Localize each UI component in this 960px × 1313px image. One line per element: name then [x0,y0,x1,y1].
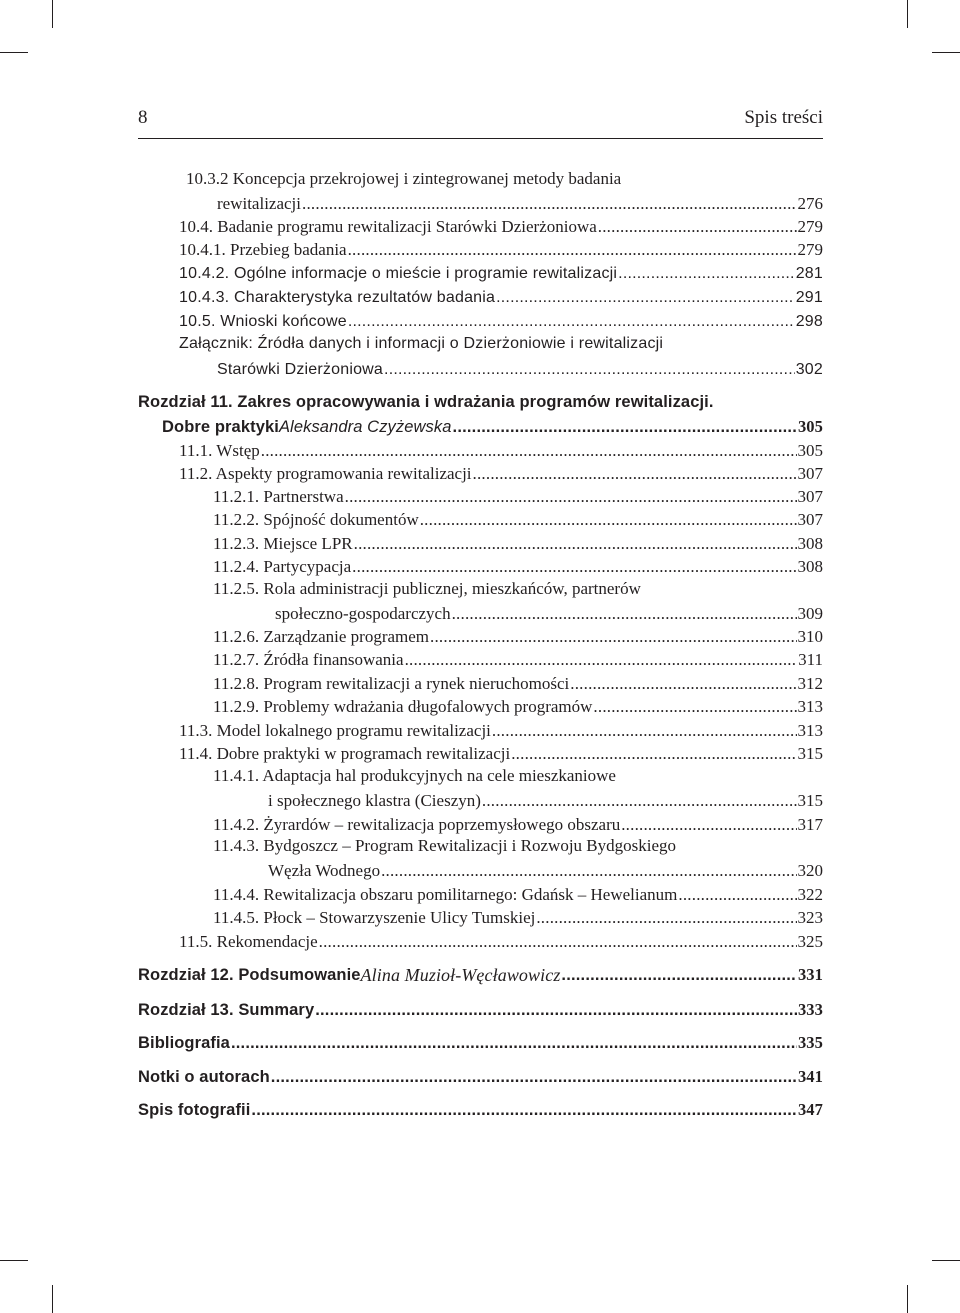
toc-bibliography[interactable] [138,1030,823,1054]
toc-entry-title: Załącznik: Źródła danych i informacji o Dzierżoniowie i rewitalizacji [179,335,664,352]
leader-dots [302,193,796,215]
leader-dots [536,907,796,929]
toc-page-number: 279 [797,240,823,259]
leader-dots [348,239,797,261]
toc-page-number: 307 [797,510,823,529]
toc-entry-10-4-1[interactable] [179,237,823,261]
toc-entry-title: Starówki Dzierżoniowa [217,361,384,378]
toc-entry-11-2-5 [213,578,641,602]
toc-page-number: 312 [797,674,823,693]
leader-dots [430,626,796,648]
toc-page-number: 341 [797,1067,823,1086]
toc-entry-10-5[interactable] [179,309,823,333]
toc-entry-title: 11.2.1. Partnerstwa [213,487,344,506]
leader-dots [345,486,797,508]
toc-entry-title: i społecznego klastra (Cieszyn) [268,791,481,810]
toc-entry-11-2-4[interactable] [213,554,823,578]
toc-page-number: 315 [797,791,823,810]
toc-entry-title: 11.4.5. Płock – Stowarzyszenie Ulicy Tumskiej [213,908,536,927]
toc-chapter-title: Rozdział 11. Zakres opracowywania i wdrażania programów rewitalizacji. [138,393,714,411]
toc-entry-title: 10.4.1. Przebieg badania [179,240,347,259]
toc-entry-title: 11.4.3. Bydgoszcz – Program Rewitalizacji i Rozwoju Bydgoskiego [213,836,677,855]
toc-entry-title: 11.3. Model lokalnego programu rewitalizacji [179,721,491,740]
toc-chapter-title: Rozdział 12. Podsumowanie [138,966,361,984]
leader-dots [405,649,798,671]
toc-entry-appendix-cont[interactable] [217,357,823,381]
toc-entry-10-4-3[interactable] [179,285,823,309]
toc-page-number: 305 [797,417,823,436]
toc-page-number: 308 [797,557,823,576]
toc-entry-title: Węzła Wodnego [268,861,381,880]
page-number: 8 [138,107,148,128]
toc-page-number: 291 [795,289,823,306]
toc-entry-11-4-4[interactable] [213,882,823,906]
toc-entry-11-2-6[interactable] [213,624,823,648]
toc-entry-title: 11.5. Rekomendacje [179,932,318,951]
toc-entry-11-2[interactable] [179,461,823,485]
toc-chapter-12[interactable] [138,962,823,986]
toc-page-number: 302 [795,361,823,378]
leader-dots [496,287,795,309]
leader-dots [352,556,796,578]
leader-dots [261,440,797,462]
toc-entry-title: 10.4.3. Charakterystyka rezultatów badania [179,289,496,306]
leader-dots [598,216,797,238]
leader-dots [473,463,797,485]
toc-entry-11-2-2[interactable] [213,507,823,531]
toc-page-number: 305 [797,441,823,460]
toc-chapter-11-cont[interactable] [162,414,823,438]
toc-entry-11-4[interactable] [179,741,823,765]
leader-dots [593,696,796,718]
toc-entry-title: 11.2.4. Partycypacja [213,557,352,576]
leader-dots [315,999,797,1021]
toc-page-number: 298 [795,313,823,330]
toc-entry-11-3[interactable] [179,718,823,742]
toc-page-number: 317 [797,815,823,834]
toc-entry-title: 11.2.3. Miejsce LPR [213,534,353,553]
running-title: Spis treści [744,107,823,128]
toc-entry-11-4-3 [213,835,676,859]
toc-page-number: 347 [797,1100,823,1119]
toc-entry-title: rewitalizacji [217,194,302,213]
toc-page-number: 308 [797,534,823,553]
leader-dots [452,603,797,625]
toc-page-number: 276 [797,194,823,213]
leader-dots [570,673,796,695]
leader-dots [271,1066,797,1088]
toc-entry-11-4-1-cont[interactable] [268,788,823,812]
toc-authors-notes[interactable] [138,1064,823,1088]
toc-entry-10-4[interactable] [179,214,823,238]
toc-entry-title: 10.3.2 Koncepcja przekrojowej i zintegrowanej metody badania [186,169,622,188]
toc-entry-title: 11.1. Wstęp [179,441,260,460]
leader-dots [251,1099,797,1121]
toc-page-number: 311 [798,650,823,669]
toc-entry-11-2-9[interactable] [213,694,823,718]
toc-entry-11-2-3[interactable] [213,531,823,555]
leader-dots [492,720,797,742]
toc-chapter-13[interactable] [138,997,823,1021]
toc-entry-11-4-2[interactable] [213,812,823,836]
toc-entry-title: społeczno-gospodarczych [275,604,451,623]
toc-page-number: 322 [797,885,823,904]
toc-page-number: 313 [797,721,823,740]
toc-page-number: 313 [797,697,823,716]
toc-entry-10-3-2-cont[interactable] [217,191,823,215]
leader-dots [618,263,795,285]
toc-chapter-title: Bibliografia [138,1034,230,1052]
toc-entry-title: 11.2.8. Program rewitalizacji a rynek nieruchomości [213,674,570,693]
toc-entry-11-2-8[interactable] [213,671,823,695]
leader-dots [381,860,796,882]
toc-entry-11-4-1 [213,765,616,789]
toc-chapter-11 [138,391,714,415]
toc-photo-index[interactable] [138,1097,823,1121]
toc-entry-title: 11.2. Aspekty programowania rewitalizacji [179,464,472,483]
leader-dots [348,311,795,333]
toc-page-number: 320 [797,861,823,880]
toc-entry-title: 10.4.2. Ogólne informacje o mieście i programie rewitalizacji [179,265,618,282]
leader-dots [354,533,797,555]
leader-dots [231,1032,797,1054]
toc-page-number: 331 [797,965,823,984]
toc-page-number: 309 [797,604,823,623]
toc-entry-title: 11.2.5. Rola administracji publicznej, mieszkańców, partnerów [213,579,641,598]
toc-entry-10-3-2 [186,168,621,192]
toc-entry-title: 11.2.2. Spójność dokumentów [213,510,419,529]
leader-dots [453,416,797,438]
toc-entry-title: 11.4.1. Adaptacja hal produkcyjnych na cele mieszkaniowe [213,766,616,785]
toc-page-number: 279 [797,217,823,236]
toc-entry-11-2-1[interactable] [213,484,823,508]
toc-entry-10-4-2[interactable] [179,261,823,285]
leader-dots [319,931,797,953]
toc-entry-11-4-3-cont[interactable] [268,858,823,882]
toc-entry-11-2-5-cont[interactable] [275,601,823,625]
toc-page-number: 307 [797,464,823,483]
toc-author: Aleksandra Czyżewska [278,418,452,436]
leader-dots [482,790,797,812]
leader-dots [384,359,795,381]
toc-entry-title: 11.2.6. Zarządzanie programem [213,627,430,646]
toc-page-number: 307 [797,487,823,506]
toc-author: Alina Muzioł-Węcławowicz [360,965,561,985]
toc-entry-appendix [179,333,663,357]
toc-chapter-title: Spis fotografii [138,1101,251,1119]
toc-entry-title: 10.4. Badanie programu rewitalizacji Starówki Dzierżoniowa [179,217,597,236]
toc-entry-title: 11.2.7. Źródła finansowania [213,650,404,669]
toc-entry-title: 11.4.4. Rewitalizacja obszaru pomilitarnego: Gdańsk – Hewelianum [213,885,678,904]
toc-page-number: 333 [797,1000,823,1019]
toc-entry-11-5[interactable] [179,929,823,953]
toc-chapter-title: Notki o autorach [138,1068,270,1086]
toc-entry-11-2-7[interactable] [213,647,823,671]
leader-dots [511,743,796,765]
toc-page-number: 325 [797,932,823,951]
toc-chapter-title: Dobre praktyki [162,418,279,436]
toc-page-number: 310 [797,627,823,646]
toc-entry-11-1[interactable] [179,438,823,462]
leader-dots [678,884,796,906]
toc-page-number: 281 [795,265,823,282]
leader-dots [561,964,797,986]
leader-dots [420,509,797,531]
toc-page-number: 323 [797,908,823,927]
toc-chapter-title: Rozdział 13. Summary [138,1001,315,1019]
toc-page-number: 335 [797,1033,823,1052]
leader-dots [621,814,796,836]
toc-entry-11-4-5[interactable] [213,905,823,929]
toc-entry-title: 11.4.2. Żyrardów – rewitalizacja poprzemysłowego obszaru [213,815,621,834]
toc-page-number: 315 [797,744,823,763]
toc-entry-title: 10.5. Wnioski końcowe [179,313,347,330]
toc-entry-title: 11.2.9. Problemy wdrażania długofalowych programów [213,697,593,716]
toc-entry-title: 11.4. Dobre praktyki w programach rewitalizacji [179,744,511,763]
